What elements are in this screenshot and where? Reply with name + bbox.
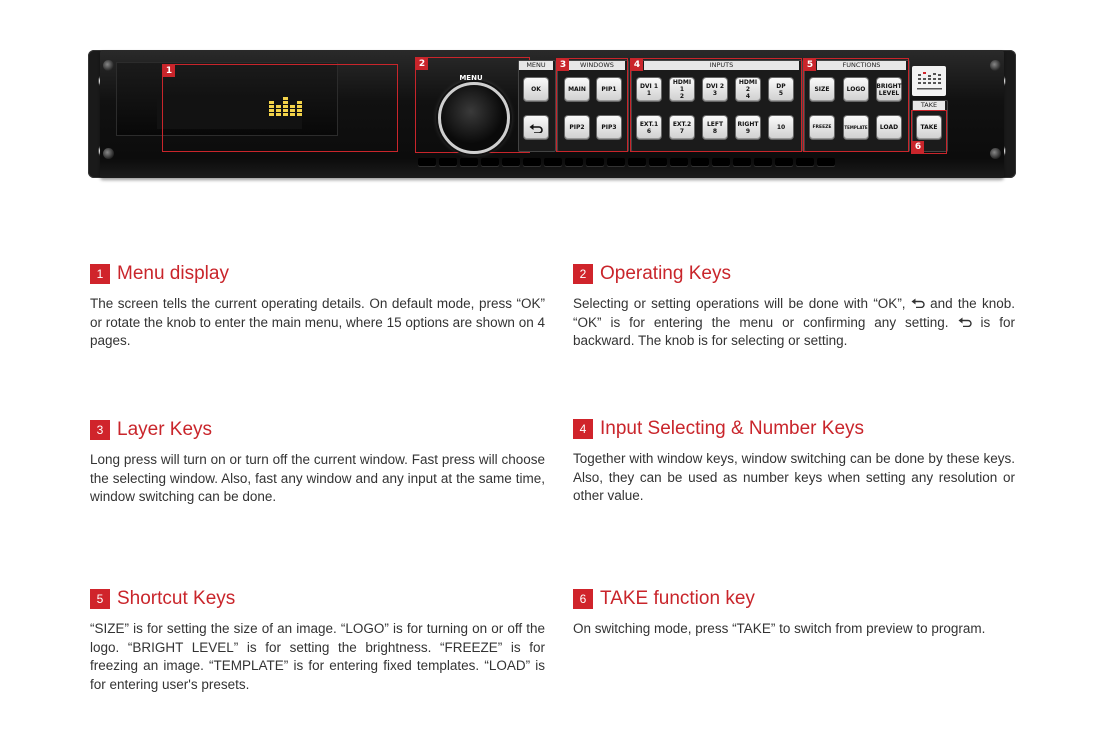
zone-number: 3 (557, 59, 569, 71)
input-key-right[interactable]: RIGHT 9 (736, 116, 760, 139)
screw-icon (103, 148, 114, 159)
section-text: Together with window keys, window switching can be done by these keys. Also, they can be used as number keys when setting any resolution or other value. (573, 451, 1015, 503)
section-menu-display (90, 263, 545, 351)
input-key-hdmi1[interactable]: HDMI 1 2 (670, 78, 694, 101)
bright-level-button[interactable]: BRIGHT LEVEL (877, 78, 901, 101)
windows-group-label: WINDOWS (569, 61, 625, 70)
section-text: “SIZE” is for setting the size of an image. “LOGO” is for turning on or off the logo. “BRIGHT LEVEL” is for setting the brightness. “FREEZE” is for freezing an image. “TEMPLATE” is for entering fixed templates. “LOAD” is for entering user's presets. (90, 621, 545, 692)
logo-button[interactable]: LOGO (844, 78, 868, 101)
section-text (573, 295, 1015, 351)
back-button[interactable] (524, 116, 548, 139)
section-text: Long press will turn on or turn off the current window. Fast press will choose the selecting window. Also, fast any window and any input at the same time, window switching can be done. (90, 452, 545, 504)
section-text-part: Selecting or setting operations will be done with “OK”, (573, 296, 906, 311)
section-number: 1 (90, 264, 110, 284)
pip1-window-button[interactable]: PIP1 (597, 78, 621, 101)
ok-button[interactable]: OK (524, 78, 548, 101)
zone-number: 6 (912, 141, 924, 153)
section-input-keys (573, 418, 1015, 506)
freeze-button[interactable]: FREEZE (810, 116, 834, 139)
zone-number: 1 (163, 65, 175, 77)
zone-1-outline (162, 64, 398, 152)
section-title: TAKE function key (600, 588, 755, 609)
section-number: 5 (90, 589, 110, 609)
back-arrow-icon (958, 316, 972, 327)
menu-knob[interactable] (438, 82, 510, 154)
section-layer-keys (90, 419, 545, 507)
pip2-window-button[interactable]: PIP2 (565, 116, 589, 139)
section-number: 4 (573, 419, 593, 439)
brand-logo-icon (912, 66, 946, 96)
template-button[interactable]: TEMPLATE (844, 116, 868, 139)
menu-group-label: MENU (519, 61, 553, 70)
section-text-part: and the knob. “OK” is for entering the menu or confirming any setting. (573, 296, 1015, 330)
knob-label: MENU (459, 74, 483, 82)
front-vents (418, 158, 918, 168)
back-arrow-icon (529, 123, 543, 133)
section-take-key (573, 588, 1015, 639)
section-title: Operating Keys (600, 263, 731, 284)
input-key-dvi1[interactable]: DVI 1 1 (637, 78, 661, 101)
video-processor-front-panel (88, 46, 1016, 182)
section-text-part: is for backward. The knob is for selecting or setting. (573, 314, 1015, 348)
input-key-ext1[interactable]: EXT.1 6 (637, 116, 661, 139)
input-key-ext2[interactable]: EXT.2 7 (670, 116, 694, 139)
section-number: 3 (90, 420, 110, 440)
screw-icon (990, 148, 1001, 159)
take-group-label: TAKE (913, 101, 945, 110)
main-window-button[interactable]: MAIN (565, 78, 589, 101)
screw-icon (990, 60, 1001, 71)
chassis (100, 50, 1004, 178)
section-text: On switching mode, press “TAKE” to switch from preview to program. (573, 621, 986, 636)
input-key-hdmi2[interactable]: HDMI 2 4 (736, 78, 760, 101)
input-key-left[interactable]: LEFT 8 (703, 116, 727, 139)
load-button[interactable]: LOAD (877, 116, 901, 139)
zone-number: 2 (416, 58, 428, 70)
screw-icon (103, 60, 114, 71)
pip3-window-button[interactable]: PIP3 (597, 116, 621, 139)
size-button[interactable]: SIZE (810, 78, 834, 101)
functions-group-label: FUNCTIONS (817, 61, 906, 70)
section-shortcut-keys (90, 588, 545, 694)
section-number: 6 (573, 589, 593, 609)
section-title: Menu display (117, 263, 229, 284)
inputs-group-label: INPUTS (644, 61, 799, 70)
section-title: Shortcut Keys (117, 588, 236, 609)
section-operating-keys (573, 263, 1015, 351)
input-key-dvi2[interactable]: DVI 2 3 (703, 78, 727, 101)
take-button[interactable]: TAKE (917, 116, 941, 139)
zone-number: 5 (804, 59, 816, 71)
input-key-10[interactable]: 10 (769, 116, 793, 139)
brand-logo (912, 66, 946, 96)
section-number: 2 (573, 264, 593, 284)
section-text: The screen tells the current operating details. On default mode, press “OK” or rotate the knob to enter the main menu, where 15 options are shown on 4 pages. (90, 296, 545, 348)
section-title: Input Selecting & Number Keys (600, 418, 865, 439)
section-title: Layer Keys (117, 419, 213, 440)
back-arrow-icon (911, 297, 925, 308)
zone-number: 4 (631, 59, 643, 71)
input-key-dp[interactable]: DP 5 (769, 78, 793, 101)
